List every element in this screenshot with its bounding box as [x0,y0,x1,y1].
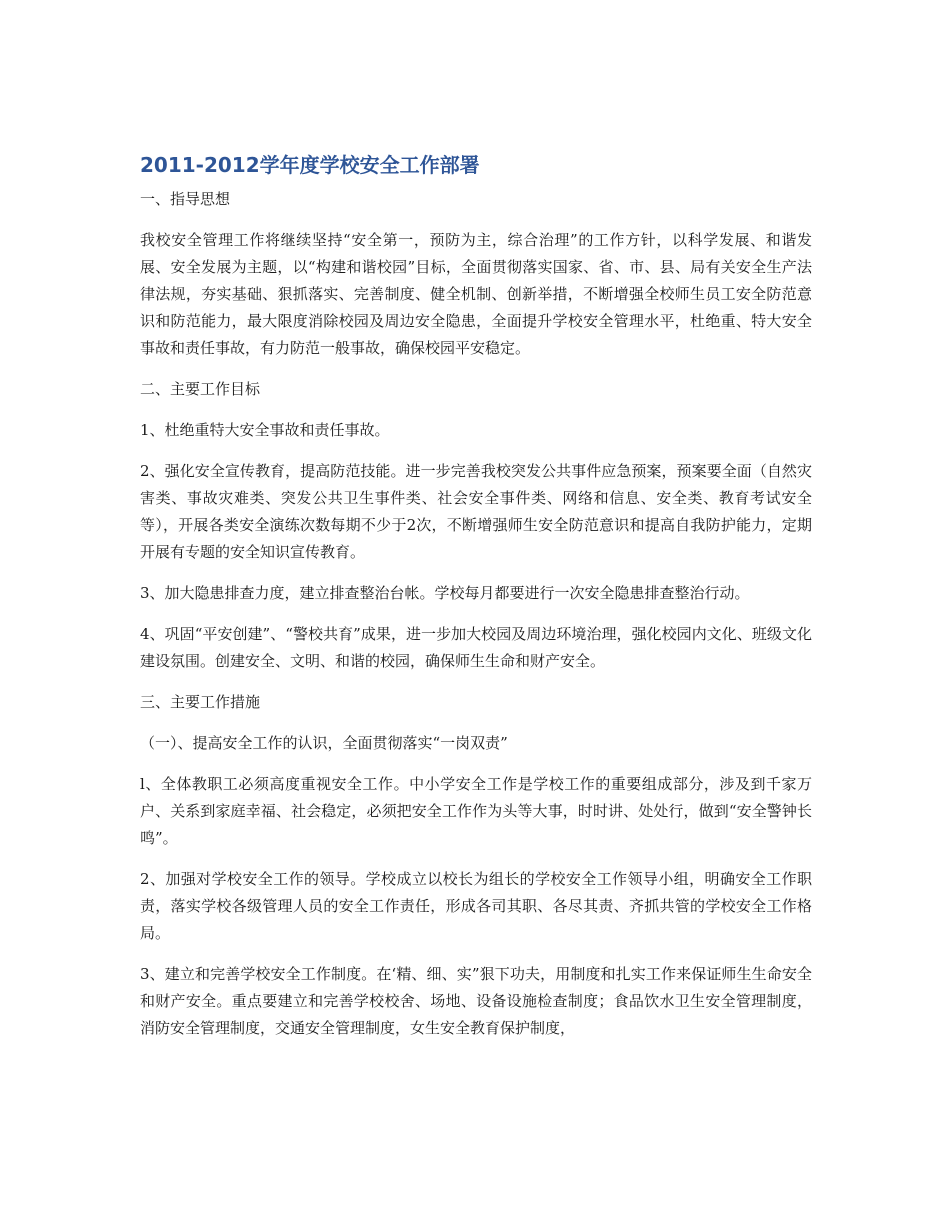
paragraph: 4、巩固“平安创建”、“警校共育”成果，进一步加大校园及周边环境治理，强化校园内文化、班级文化建设氛围。创建安全、文明、和谐的校园，确保师生生命和财产安全。 [140,625,812,670]
paragraph: 2、强化安全宣传教育，提高防范技能。进一步完善我校突发公共事件应急预案，预案要全面（自然灾害类、事故灾难类、突发公共卫生事件类、社会安全事件类、网络和信息、安全类、教育考试安全等），开展各类安全演练次数每期不少于2次，不断增强师生安全防范意识和提高自我防护能力，定期开展有专题的安全知识宣传教育。 [140,462,812,561]
paragraph: 3、加大隐患排查力度，建立排查整治台帐。学校每月都要进行一次安全隐患排查整治行动。 [140,584,750,602]
paragraph: 1、杜绝重特大安全事故和责任事故。 [140,421,390,439]
paragraph: 3、建立和完善学校安全工作制度。在‘精、细、实”狠下功夫，用制度和扎实工作来保证师生生命安全和财产安全。重点要建立和完善学校校舍、场地、设备设施检查制度；食品饮水卫生安全管理制度，消防安全管理制度，交通安全管理制度，女生安全教育保护制度， [140,965,812,1037]
section-heading: 三、主要工作措施 [140,693,261,711]
paragraph: l、全体教职工必须高度重视安全工作。中小学安全工作是学校工作的重要组成部分，涉及到千家万户、关系到家庭幸福、社会稳定，必须把安全工作作为头等大事，时时讲、处处行，做到“安全警钟长鸣”。 [140,775,812,847]
document-title: 2011-2012学年度学校安全工作部署 [140,153,480,177]
section-heading: 一、指导思想 [140,190,231,208]
subsection-heading: （一）、提高安全工作的认识，全面贯彻落实“一岗双责” [140,734,508,752]
paragraph: 2、加强对学校安全工作的领导。学校成立以校长为组长的学校安全工作领导小组，明确安全工作职责，落实学校各级管理人员的安全工作责任，形成各司其职、各尽其责、齐抓共管的学校安全工作格局。 [140,870,812,942]
paragraph: 我校安全管理工作将继续坚持“安全第一，预防为主，综合治理”的工作方针，以科学发展、和谐发展、安全发展为主题，以“构建和谐校园”目标，全面贯彻落实国家、省、市、县、局有关安全生产法律法规，夯实基础、狠抓落实、完善制度、健全机制、创新举措，不断增强全校师生员工安全防范意识和防范能力，最大限度消除校园及周边安全隐患，全面提升学校安全管理水平，杜绝重、特大安全事故和责任事故，有力防范一般事故，确保校园平安稳定。 [140,231,812,357]
section-heading: 二、主要工作目标 [140,380,261,398]
document-page [140,150,812,1056]
